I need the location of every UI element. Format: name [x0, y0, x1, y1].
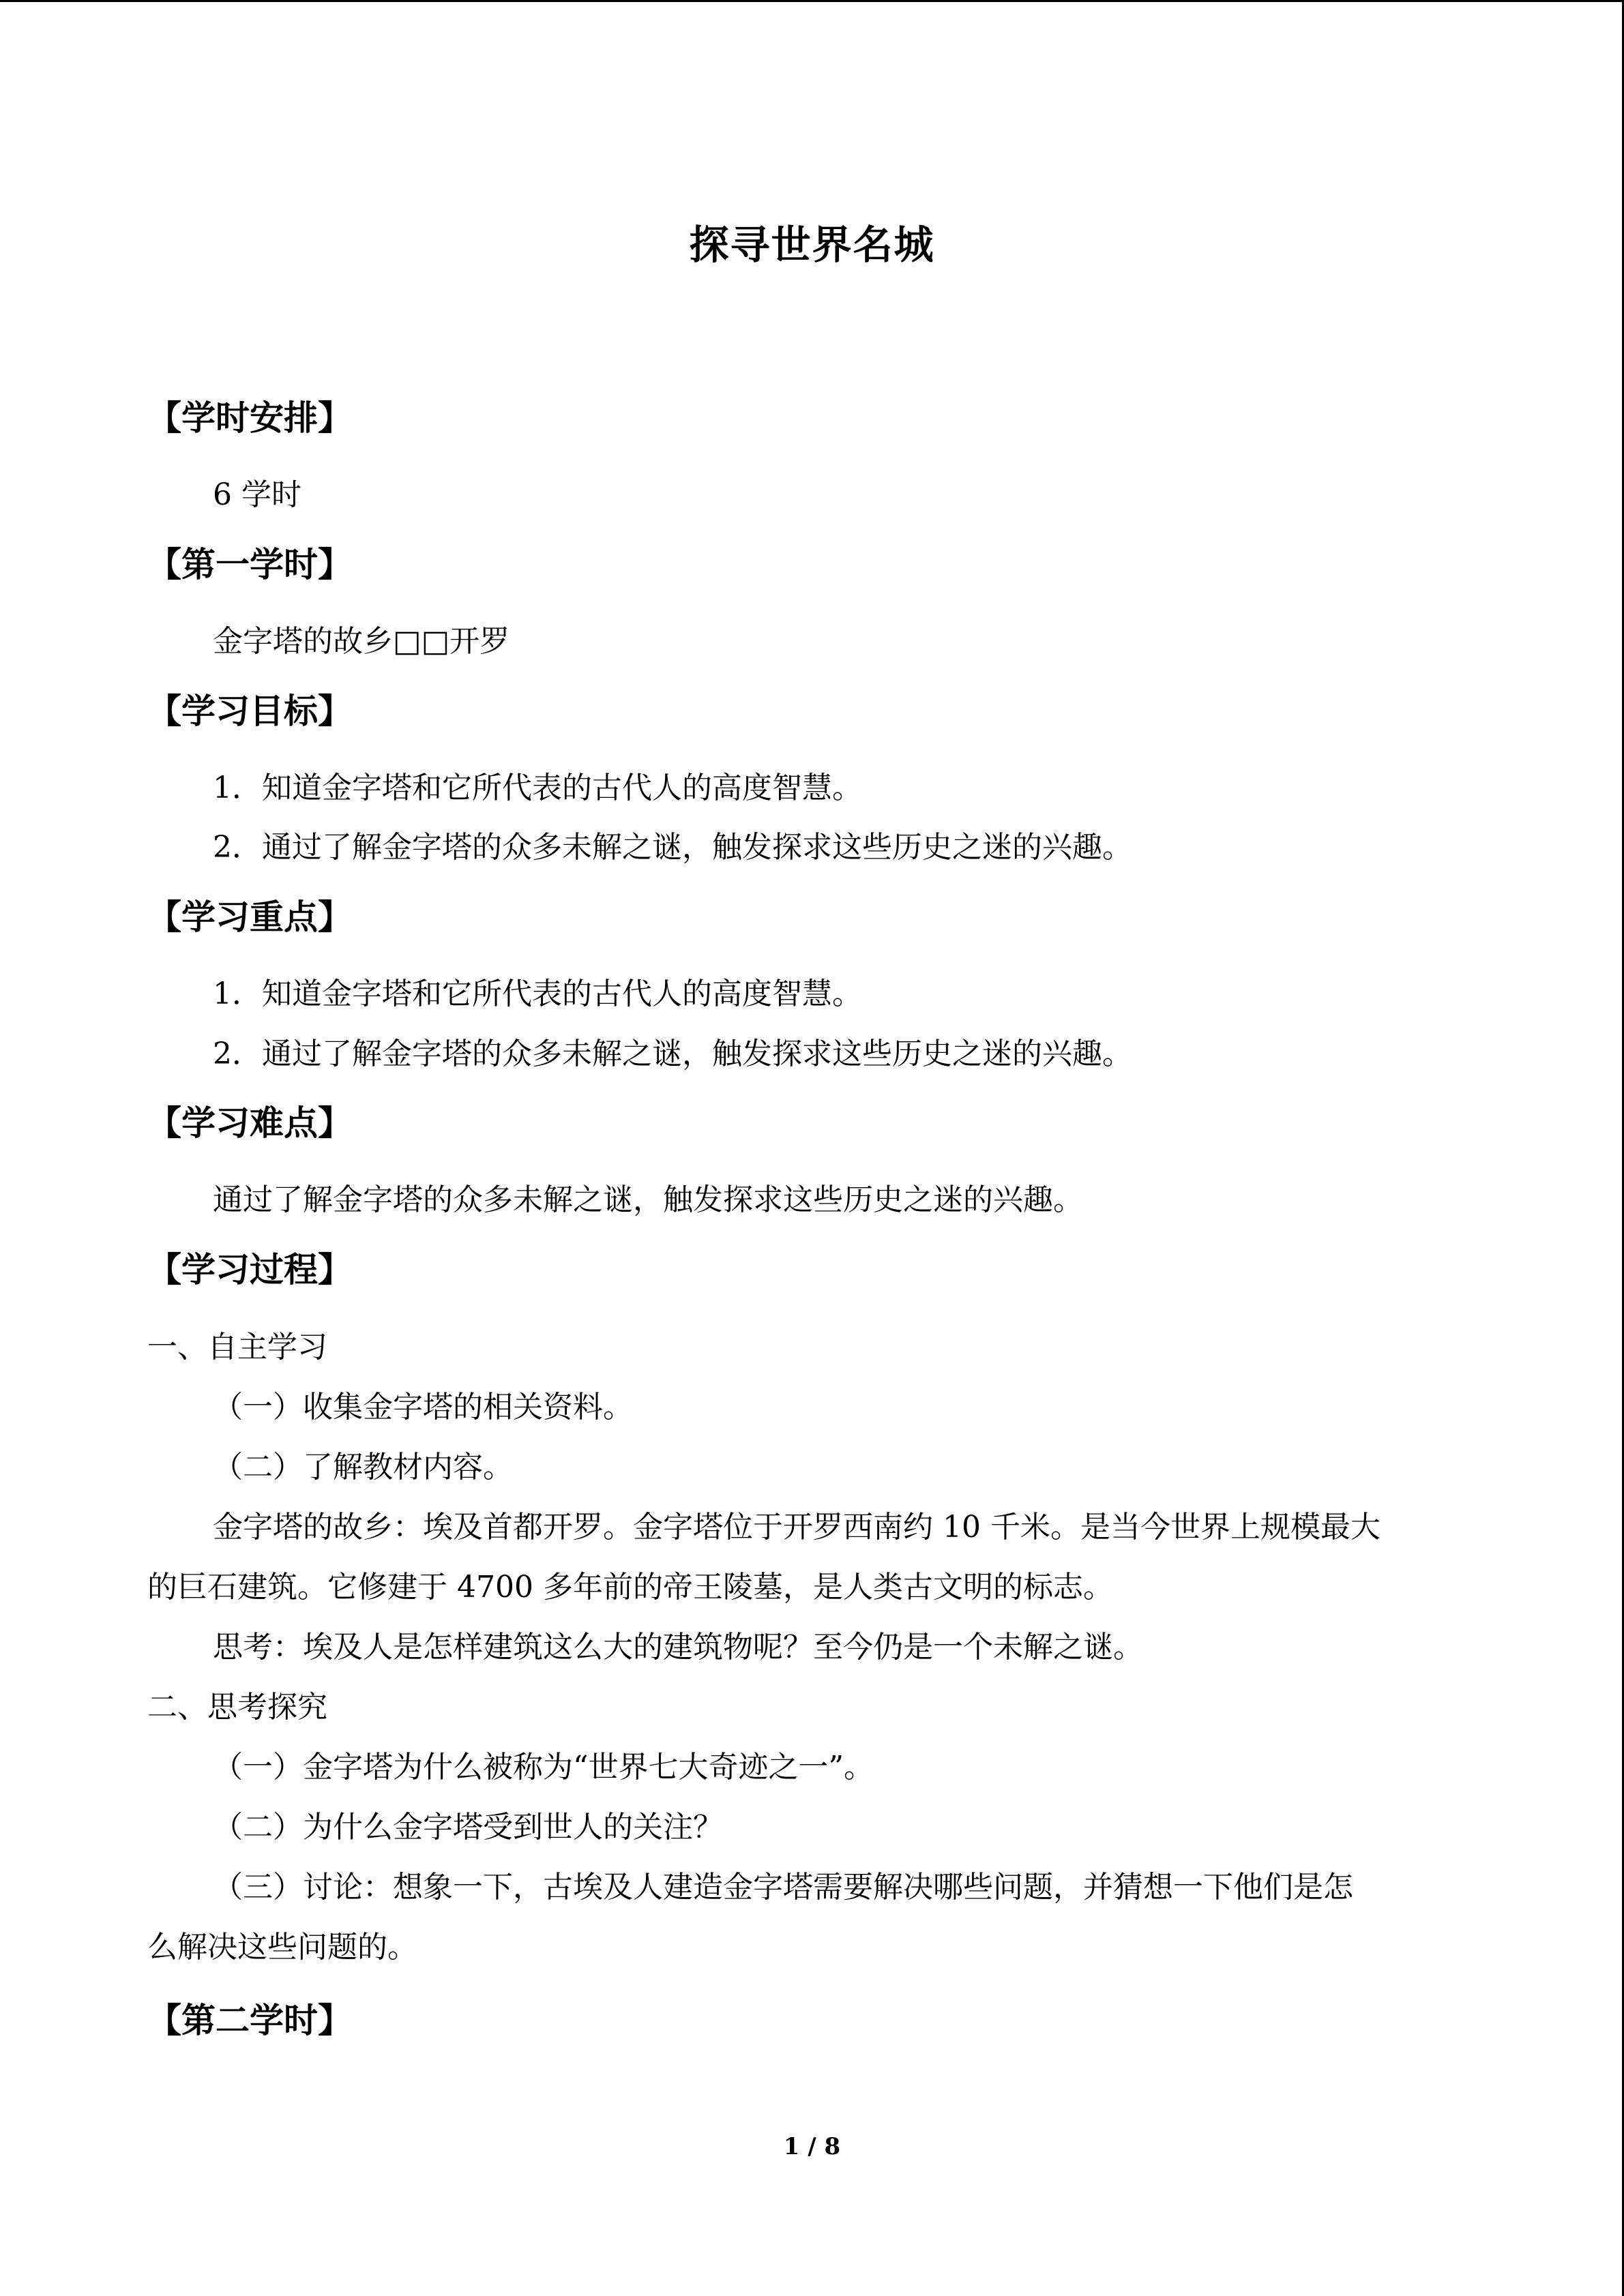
process-discussion-line-2: 么解决这些问题的。: [147, 1930, 417, 1965]
section-heading-period2: 【第二学时】: [147, 2001, 352, 2040]
process-part2-item-1: （一）金字塔为什么被称为“世界七大奇迹之一”。: [213, 1750, 874, 1785]
section-heading-period1: 【第一学时】: [147, 545, 352, 584]
process-paragraph-line-2: 的巨石建筑。它修建于 4700 多年前的帝王陵墓，是人类古文明的标志。: [147, 1570, 1113, 1605]
page-number: 1 / 8: [783, 2133, 841, 2160]
schedule-content: 6 学时: [213, 477, 301, 512]
difficulties-content: 通过了解金字塔的众多未解之谜，触发探求这些历史之迷的兴趣。: [213, 1182, 1083, 1217]
document-title: 探寻世界名城: [689, 222, 935, 268]
process-part1-item-2: （二）了解教材内容。: [213, 1450, 513, 1485]
goal-item-1: 1．知道金字塔和它所代表的古代人的高度智慧。: [213, 771, 862, 805]
page-border-top: [0, 0, 1624, 2]
section-heading-schedule: 【学时安排】: [147, 398, 352, 438]
section-heading-goals: 【学习目标】: [147, 691, 352, 731]
period1-topic: 金字塔的故乡□□开罗: [213, 624, 510, 659]
process-thinking: 思考：埃及人是怎样建筑这么大的建筑物呢？至今仍是一个未解之谜。: [213, 1630, 1143, 1665]
process-part2-item-2: （二）为什么金字塔受到世人的关注？: [213, 1810, 723, 1845]
process-part2-title: 二、思考探究: [147, 1690, 327, 1725]
goal-item-2: 2．通过了解金字塔的众多未解之谜，触发探求这些历史之迷的兴趣。: [213, 830, 1132, 865]
section-heading-key-points: 【学习重点】: [147, 897, 352, 937]
process-discussion-line-1: （三）讨论：想象一下，古埃及人建造金字塔需要解决哪些问题，并猜想一下他们是怎: [213, 1870, 1353, 1905]
key-point-item-1: 1．知道金字塔和它所代表的古代人的高度智慧。: [213, 976, 862, 1011]
section-heading-difficulties: 【学习难点】: [147, 1103, 352, 1143]
process-part1-item-1: （一）收集金字塔的相关资料。: [213, 1390, 633, 1425]
section-heading-process: 【学习过程】: [147, 1250, 352, 1289]
process-part1-title: 一、自主学习: [147, 1330, 327, 1365]
key-point-item-2: 2．通过了解金字塔的众多未解之谜，触发探求这些历史之迷的兴趣。: [213, 1037, 1132, 1071]
process-paragraph-line-1: 金字塔的故乡：埃及首都开罗。金字塔位于开罗西南约 10 千米。是当今世界上规模最大: [213, 1510, 1381, 1545]
